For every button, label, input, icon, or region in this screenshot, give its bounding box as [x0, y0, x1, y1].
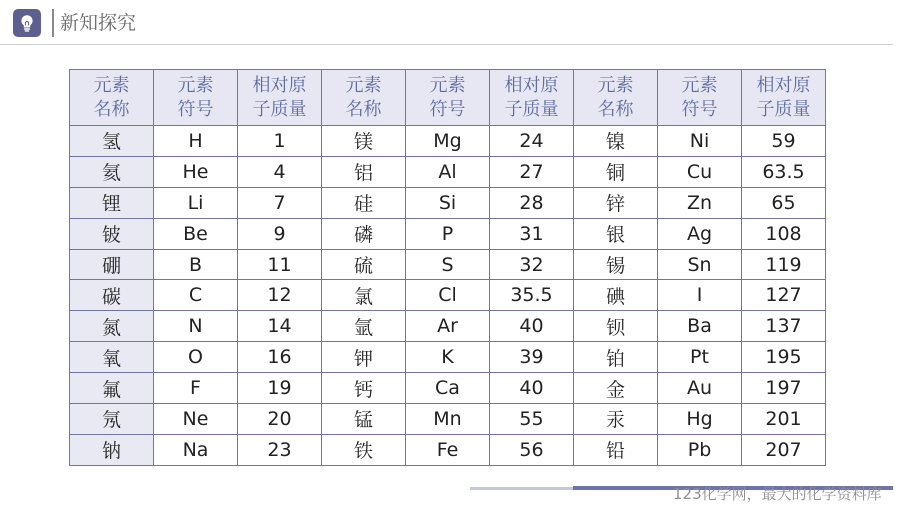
element-symbol-cell: Hg	[658, 404, 742, 435]
header-cell	[406, 70, 490, 126]
table-row	[70, 342, 826, 373]
atomic-mass-cell: 28	[490, 187, 574, 218]
atomic-mass-cell: 207	[742, 434, 826, 465]
header-cell	[322, 70, 406, 126]
element-symbol-cell: K	[406, 342, 490, 373]
table-row	[70, 373, 826, 404]
header-cell	[658, 70, 742, 126]
element-symbol-cell: Na	[154, 434, 238, 465]
element-name-cell: 磷	[322, 218, 406, 249]
element-name-cell: 氢	[70, 126, 154, 157]
element-symbol-cell: Mn	[406, 404, 490, 435]
atomic-mass-cell: 24	[490, 126, 574, 157]
header-cell	[490, 70, 574, 126]
element-name-cell: 钾	[322, 342, 406, 373]
atomic-mass-cell: 11	[238, 249, 322, 280]
element-symbol-cell: Pb	[658, 434, 742, 465]
header-line: 子质量	[252, 98, 307, 120]
atomic-mass-cell: 35.5	[490, 280, 574, 311]
footer-bar-light	[470, 487, 578, 490]
element-symbol-cell: Ni	[658, 126, 742, 157]
header-line: 名称	[597, 98, 634, 120]
element-name-cell: 碳	[70, 280, 154, 311]
element-symbol-cell: I	[658, 280, 742, 311]
header-cell	[574, 70, 658, 126]
element-name-cell: 氮	[70, 311, 154, 342]
table-row	[70, 187, 826, 218]
atomic-mass-cell: 12	[238, 280, 322, 311]
atomic-mass-cell: 59	[742, 126, 826, 157]
element-symbol-cell: Li	[154, 187, 238, 218]
atomic-mass-cell: 7	[238, 187, 322, 218]
header-line: 相对原	[504, 74, 559, 96]
element-symbol-cell: B	[154, 249, 238, 280]
header-line: 元素	[429, 74, 466, 96]
element-name-cell: 镁	[322, 126, 406, 157]
element-symbol-cell: Zn	[658, 187, 742, 218]
element-name-cell: 钠	[70, 434, 154, 465]
element-symbol-cell: Ba	[658, 311, 742, 342]
header-cell	[238, 70, 322, 126]
page-title: 新知探究	[52, 9, 136, 37]
element-name-cell: 氯	[322, 280, 406, 311]
atomic-mass-cell: 4	[238, 156, 322, 187]
atomic-mass-cell: 39	[490, 342, 574, 373]
atomic-mass-cell: 23	[238, 434, 322, 465]
element-name-cell: 铁	[322, 434, 406, 465]
element-symbol-cell: Be	[154, 218, 238, 249]
atomic-mass-cell: 14	[238, 311, 322, 342]
element-name-cell: 锌	[574, 187, 658, 218]
element-name-cell: 锂	[70, 187, 154, 218]
atomic-mass-cell: 56	[490, 434, 574, 465]
element-symbol-cell: N	[154, 311, 238, 342]
watermark-text: 123化学网，最大的化学资料库	[673, 485, 882, 503]
atomic-mass-cell: 55	[490, 404, 574, 435]
element-symbol-cell: Cu	[658, 156, 742, 187]
element-symbol-cell: Fe	[406, 434, 490, 465]
element-name-cell: 铅	[574, 434, 658, 465]
element-name-cell: 金	[574, 373, 658, 404]
element-symbol-cell: Al	[406, 156, 490, 187]
header-line: 元素	[93, 74, 130, 96]
table-row	[70, 249, 826, 280]
element-name-cell: 氖	[70, 404, 154, 435]
atomic-mass-cell: 127	[742, 280, 826, 311]
element-name-cell: 汞	[574, 404, 658, 435]
atomic-mass-cell: 32	[490, 249, 574, 280]
header-line: 名称	[345, 98, 382, 120]
table-row	[70, 311, 826, 342]
element-name-cell: 锰	[322, 404, 406, 435]
atomic-mass-cell: 197	[742, 373, 826, 404]
header-line: 符号	[177, 98, 214, 120]
table-row	[70, 218, 826, 249]
header-line: 符号	[429, 98, 466, 120]
header-line: 符号	[681, 98, 718, 120]
element-symbol-cell: Si	[406, 187, 490, 218]
element-symbol-cell: Ne	[154, 404, 238, 435]
atomic-mass-cell: 19	[238, 373, 322, 404]
element-name-cell: 银	[574, 218, 658, 249]
atomic-mass-cell: 1	[238, 126, 322, 157]
element-name-cell: 铍	[70, 218, 154, 249]
header-line: 元素	[597, 74, 634, 96]
atomic-mass-cell: 40	[490, 311, 574, 342]
element-symbol-cell: H	[154, 126, 238, 157]
header-line: 元素	[345, 74, 382, 96]
table-row	[70, 126, 826, 157]
element-name-cell: 铜	[574, 156, 658, 187]
lightbulb-icon	[13, 9, 41, 37]
atomic-mass-cell: 119	[742, 249, 826, 280]
header-line: 名称	[93, 98, 130, 120]
element-name-cell: 硅	[322, 187, 406, 218]
header-cell	[70, 70, 154, 126]
element-symbol-cell: Ag	[658, 218, 742, 249]
atomic-mass-cell: 65	[742, 187, 826, 218]
header-line: 相对原	[756, 74, 811, 96]
element-symbol-cell: C	[154, 280, 238, 311]
atomic-mass-cell: 108	[742, 218, 826, 249]
element-symbol-cell: P	[406, 218, 490, 249]
table-row	[70, 156, 826, 187]
atomic-mass-cell: 40	[490, 373, 574, 404]
header-line: 子质量	[504, 98, 559, 120]
element-symbol-cell: Pt	[658, 342, 742, 373]
header-line: 元素	[177, 74, 214, 96]
element-mass-table	[69, 69, 826, 466]
atomic-mass-cell: 201	[742, 404, 826, 435]
element-name-cell: 镍	[574, 126, 658, 157]
header-cell	[742, 70, 826, 126]
atomic-mass-cell: 63.5	[742, 156, 826, 187]
element-symbol-cell: O	[154, 342, 238, 373]
element-name-cell: 硼	[70, 249, 154, 280]
table-row	[70, 404, 826, 435]
element-symbol-cell: Ca	[406, 373, 490, 404]
table-row	[70, 280, 826, 311]
atomic-mass-cell: 31	[490, 218, 574, 249]
element-name-cell: 硫	[322, 249, 406, 280]
element-symbol-cell: S	[406, 249, 490, 280]
table-header-row	[70, 70, 826, 126]
header-line: 元素	[681, 74, 718, 96]
element-name-cell: 碘	[574, 280, 658, 311]
header-bar	[0, 0, 900, 45]
atomic-mass-cell: 195	[742, 342, 826, 373]
header-cell	[154, 70, 238, 126]
element-symbol-cell: Cl	[406, 280, 490, 311]
atomic-mass-cell: 27	[490, 156, 574, 187]
element-symbol-cell: Sn	[658, 249, 742, 280]
element-name-cell: 氟	[70, 373, 154, 404]
element-name-cell: 铂	[574, 342, 658, 373]
element-symbol-cell: He	[154, 156, 238, 187]
element-name-cell: 氦	[70, 156, 154, 187]
header-line: 子质量	[756, 98, 811, 120]
element-symbol-cell: Ar	[406, 311, 490, 342]
element-name-cell: 氧	[70, 342, 154, 373]
element-name-cell: 铝	[322, 156, 406, 187]
element-name-cell: 锡	[574, 249, 658, 280]
atomic-mass-cell: 20	[238, 404, 322, 435]
atomic-mass-cell: 9	[238, 218, 322, 249]
element-symbol-cell: Au	[658, 373, 742, 404]
header-line: 相对原	[252, 74, 307, 96]
header-divider	[0, 44, 893, 45]
element-name-cell: 钡	[574, 311, 658, 342]
element-name-cell: 氩	[322, 311, 406, 342]
table-row	[70, 434, 826, 465]
atomic-mass-cell: 16	[238, 342, 322, 373]
element-symbol-cell: F	[154, 373, 238, 404]
element-name-cell: 钙	[322, 373, 406, 404]
element-symbol-cell: Mg	[406, 126, 490, 157]
atomic-mass-cell: 137	[742, 311, 826, 342]
